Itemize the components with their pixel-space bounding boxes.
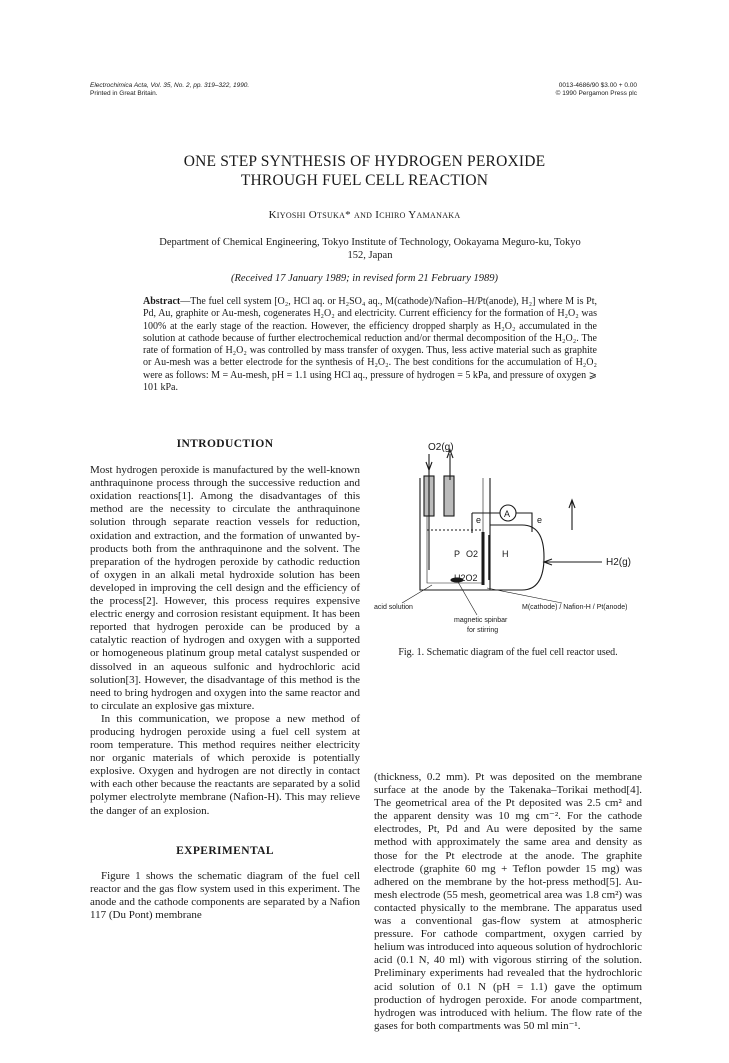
paper-title xyxy=(0,152,729,190)
authors: Kiyoshi Otsuka* and Ichiro Yamanaka xyxy=(268,209,461,221)
acid-leader xyxy=(402,585,432,603)
left-column xyxy=(90,438,360,922)
abstract-label: Abstract xyxy=(143,296,181,307)
circuit-wire-right xyxy=(516,513,532,532)
journal-line: Electrochimica Acta, Vol. 35, No. 2, pp. 319–322, 1990. xyxy=(90,82,250,89)
printed-line: Printed in Great Britain. xyxy=(90,90,158,97)
affiliation: Department of Chemical Engineering, Tokyo Institute of Technology, Ookayama Meguro-ku, Tokyo 152, Japan xyxy=(159,237,581,261)
inlet-tube-block-right xyxy=(444,476,454,516)
issn-line: 0013-4686/90 $3.00 + 0.00 xyxy=(558,82,637,89)
copyright-line: © 1990 Pergamon Press plc xyxy=(555,90,637,97)
o2-inner-label: O2 xyxy=(466,549,479,559)
h2-gas-label: H2(g) xyxy=(606,557,632,568)
figure-caption: Fig. 1. Schematic diagram of the fuel cell reactor used. xyxy=(398,647,618,658)
anode-chamber xyxy=(490,525,544,590)
intro-paragraph-2: In this communication, we propose a new method of producing hydrogen peroxide using a fuel cell system at room temperature. This method requires neither electricity nor organic materials of which peroxide is potentially explosive. Oxygen and hydrogen are not directly in contact with each other because the reactants are separated by a solid polymer electrolyte membrane (Nafion-H). This may relieve the danger of an explosion. xyxy=(90,712,360,817)
experimental-paragraph-1: Figure 1 shows the schematic diagram of the fuel cell reactor and the gas flow system used in this experiment. The anode and the cathode components are separated by a Nafion 117 (Du Pont) membrane xyxy=(90,869,360,921)
p-label: P xyxy=(454,549,461,559)
abstract xyxy=(143,296,597,394)
journal-citation xyxy=(90,82,249,98)
right-column xyxy=(374,771,642,1033)
title-line-1: ONE STEP SYNTHESIS OF HYDROGEN PEROXIDE xyxy=(183,153,546,170)
electron-label-2: e xyxy=(537,515,543,525)
h-label: H xyxy=(502,549,509,559)
o2-gas-label: O2(g) xyxy=(428,442,454,453)
ammeter-label: A xyxy=(504,509,511,519)
electron-label-1: e xyxy=(476,515,482,525)
abstract-text: —The fuel cell system [O₂, HCl aq. or H₂SO₄ aq., M(cathode)/Nafion–H/Pt(anode), H₂] where M is Pt, Pd, Au, graphite or Au-mesh, cogenerates H₂O₂ and electricity. Current efficiency for the formation of H₂O₂ was 100% at the early stage of the reaction. However, the efficiency dropped sharply as H₂O₂ accumulated in the solution at cathode because of further electrochemical reduction and/or thermal decomposition of the H₂O₂. The rate of formation of H₂O₂ was controlled by mass transfer of oxygen. Thus, less active material such as graphite or Au-mesh was a better electrode for the synthesis of H₂O₂. The best conditions for the accumulation of H₂O₂ were as follows: M = Au-mesh, pH = 1.1 using HCl aq., pressure of hydrogen = 5 kPa, and pressure of oxygen ⩾ 101 kPa. xyxy=(143,296,597,394)
intro-paragraph-1: Most hydrogen peroxide is manufactured by the well-known anthraquinone process through the successive reduction and oxidation reactions[1]. Among the disadvantages of this method are the necessity to circulate the anthraquinone solution through separate reaction vessels for reduction, oxidation and extraction, and the formation of unwanted by-products both from the anthraquinone and the solvent. The preparation of the hydrogen peroxide by cathodic reduction of oxygen in an alkali metal hydroxide solution has been developed in improving the cell design and the efficiency of the process[2]. However, this process requires expensive electric energy and corrosion resistant equipment. It has been reported that hydrogen peroxide can be produced by a catalytic reaction of hydrogen and oxygen with a supported or homogeneous platinum group metal catalyst suspended or dissolved in an aqueous sulfonic and hydrochloric acid solution[3]. However, the disadvantage of this method is the need to bring hydrogen and oxygen into the same reactor and to circulate an explosive gas mixture. xyxy=(90,464,360,712)
received-dates: (Received 17 January 1989; in revised form 21 February 1989) xyxy=(231,273,498,284)
spinbar-label-1: magnetic spinbar xyxy=(454,617,508,624)
spinbar-leader xyxy=(458,582,477,615)
publisher-info xyxy=(556,82,637,98)
experimental-paragraph-2: (thickness, 0.2 mm). Pt was deposited on the membrane surface at the anode by the Takenaka–Torikai method[4]. The geometrical area of the Pt deposited was 2.5 cm² and the apparent density was 10 mg cm⁻². For the cathode electrodes, Pt, Pd and Au were deposited by the same method with approximately the same area and density as those for the Pt electrode at the anode. The graphite electrode (graphite 60 mg + Teflon powder 15 mg) was adhered on the membrane by the hot-press method[5]. Au-mesh electrode (55 mesh, geometrical area was 1.8 cm²) was contacted physically to the membrane. The apparatus used was a conventional gas-flow system at atmospheric pressure. For cathode compartment, oxygen carried by helium was introduced into aqueous solution of hydrochloric acid (0.1 N, 40 ml) with vigorous stirring of the solution. Preliminary experiments had revealed that the hydrochloric acid solution of 0.1 N (pH = 1.1) gave the optimum production of hydrogen peroxide. For anode compartment, hydrogen was introduced with helium. The flow rate of the gases for both compartments was 50 ml min⁻¹. xyxy=(374,771,642,1032)
acid-solution-label: acid solution xyxy=(374,604,413,611)
experimental-heading: EXPERIMENTAL xyxy=(176,844,274,857)
fuel-cell-diagram xyxy=(372,440,642,655)
title-line-2: THROUGH FUEL CELL REACTION xyxy=(240,172,489,189)
electrode-label: M(cathode) / Nafion-H / Pt(anode) xyxy=(522,604,628,611)
h2o2-label: H2O2 xyxy=(454,573,478,583)
spinbar-label-2: for stirring xyxy=(467,627,499,634)
introduction-heading: INTRODUCTION xyxy=(176,438,274,450)
